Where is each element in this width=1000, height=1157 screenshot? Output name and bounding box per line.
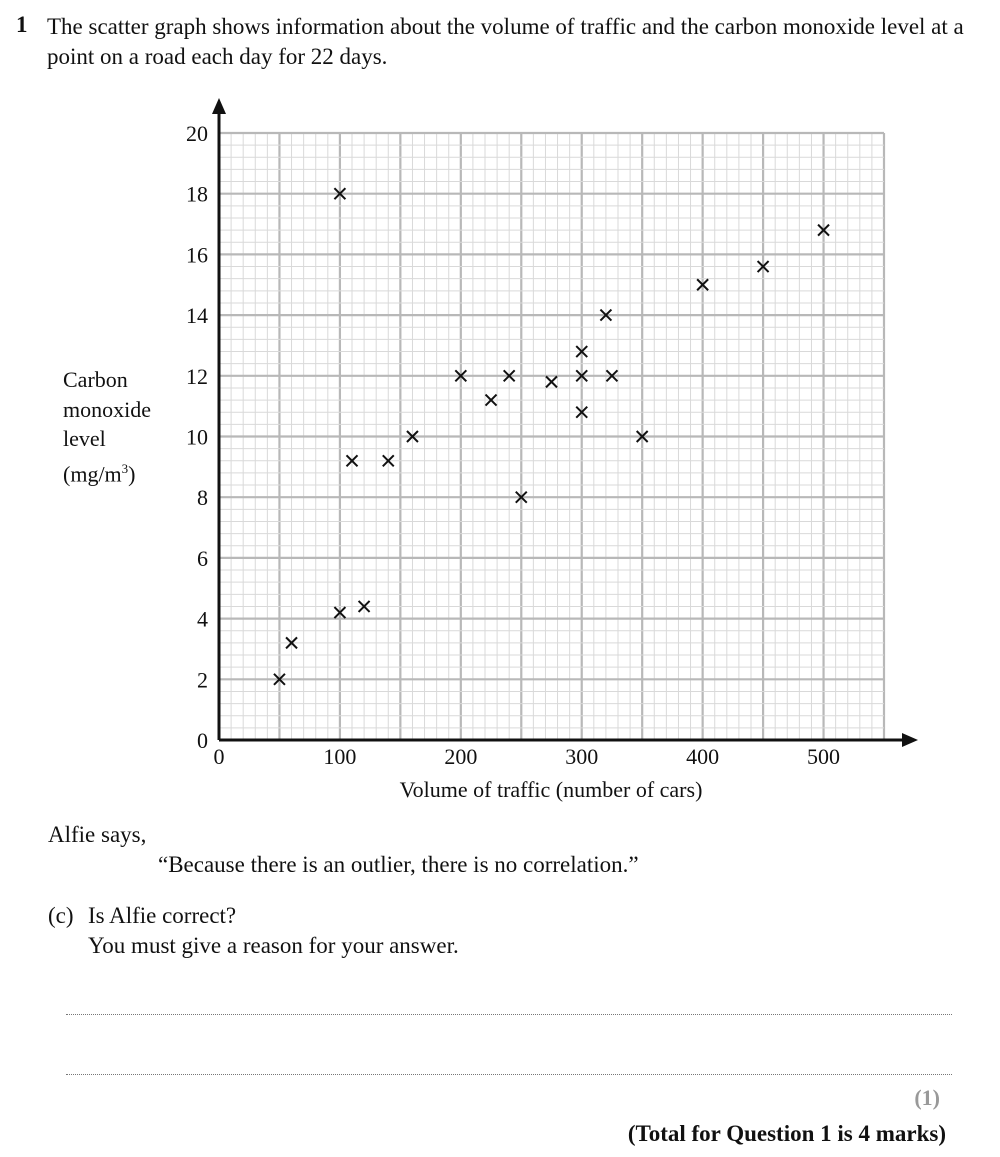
y-axis-label-line-2: monoxide	[63, 396, 151, 422]
alfie-quote: “Because there is an outlier, there is no correlation.”	[158, 852, 639, 877]
x-tick-label: 0	[213, 744, 225, 769]
answer-line-1[interactable]	[66, 1014, 952, 1015]
data-point	[546, 376, 557, 387]
y-tick-label: 16	[186, 242, 208, 268]
answer-line-2[interactable]	[66, 1074, 952, 1075]
y-axis-unit: (mg/m	[63, 460, 122, 486]
alfie-says: Alfie says,	[48, 822, 147, 847]
y-axis-label-line-3: level	[63, 426, 106, 451]
x-axis-arrow-icon	[902, 733, 918, 747]
y-tick-label: 10	[186, 424, 208, 450]
x-tick-label: 400	[686, 744, 720, 769]
question-stem: The scatter graph shows information about the volume of traffic and the carbon monoxide level at a point on a road each day for 22 days.	[47, 14, 964, 69]
x-tick-label: 100	[323, 744, 357, 769]
y-axis-arrow-icon	[212, 98, 226, 114]
marks-label: (1)	[914, 1085, 940, 1110]
y-axis-unit-superscript: 3	[121, 460, 129, 476]
total-marks: (Total for Question 1 is 4 marks)	[627, 1121, 946, 1146]
part-c-label: (c)	[48, 903, 74, 928]
y-axis-label-line-1: Carbon	[63, 367, 128, 392]
y-tick-label: 0	[197, 728, 208, 753]
y-tick-label: 18	[186, 181, 208, 207]
part-c-instruction: You must give a reason for your answer.	[88, 933, 459, 958]
chart-axes	[212, 98, 918, 747]
x-tick-label: 200	[444, 744, 478, 769]
y-tick-label: 20	[186, 121, 208, 146]
x-tick-label: 300	[565, 744, 599, 769]
chart-grid	[219, 133, 884, 740]
x-axis-label: Volume of traffic (number of cars)	[399, 777, 703, 802]
y-tick-label: 8	[197, 485, 208, 511]
x-tick-label: 500	[807, 744, 841, 769]
y-axis-unit-close: )	[128, 460, 136, 486]
y-tick-label: 12	[186, 363, 208, 389]
y-tick-label: 4	[197, 606, 208, 632]
y-tick-label: 14	[186, 303, 208, 329]
part-c-question: Is Alfie correct?	[88, 903, 237, 928]
y-tick-label: 6	[197, 545, 208, 571]
question-number: 1	[16, 12, 28, 37]
y-tick-label: 2	[197, 667, 208, 693]
